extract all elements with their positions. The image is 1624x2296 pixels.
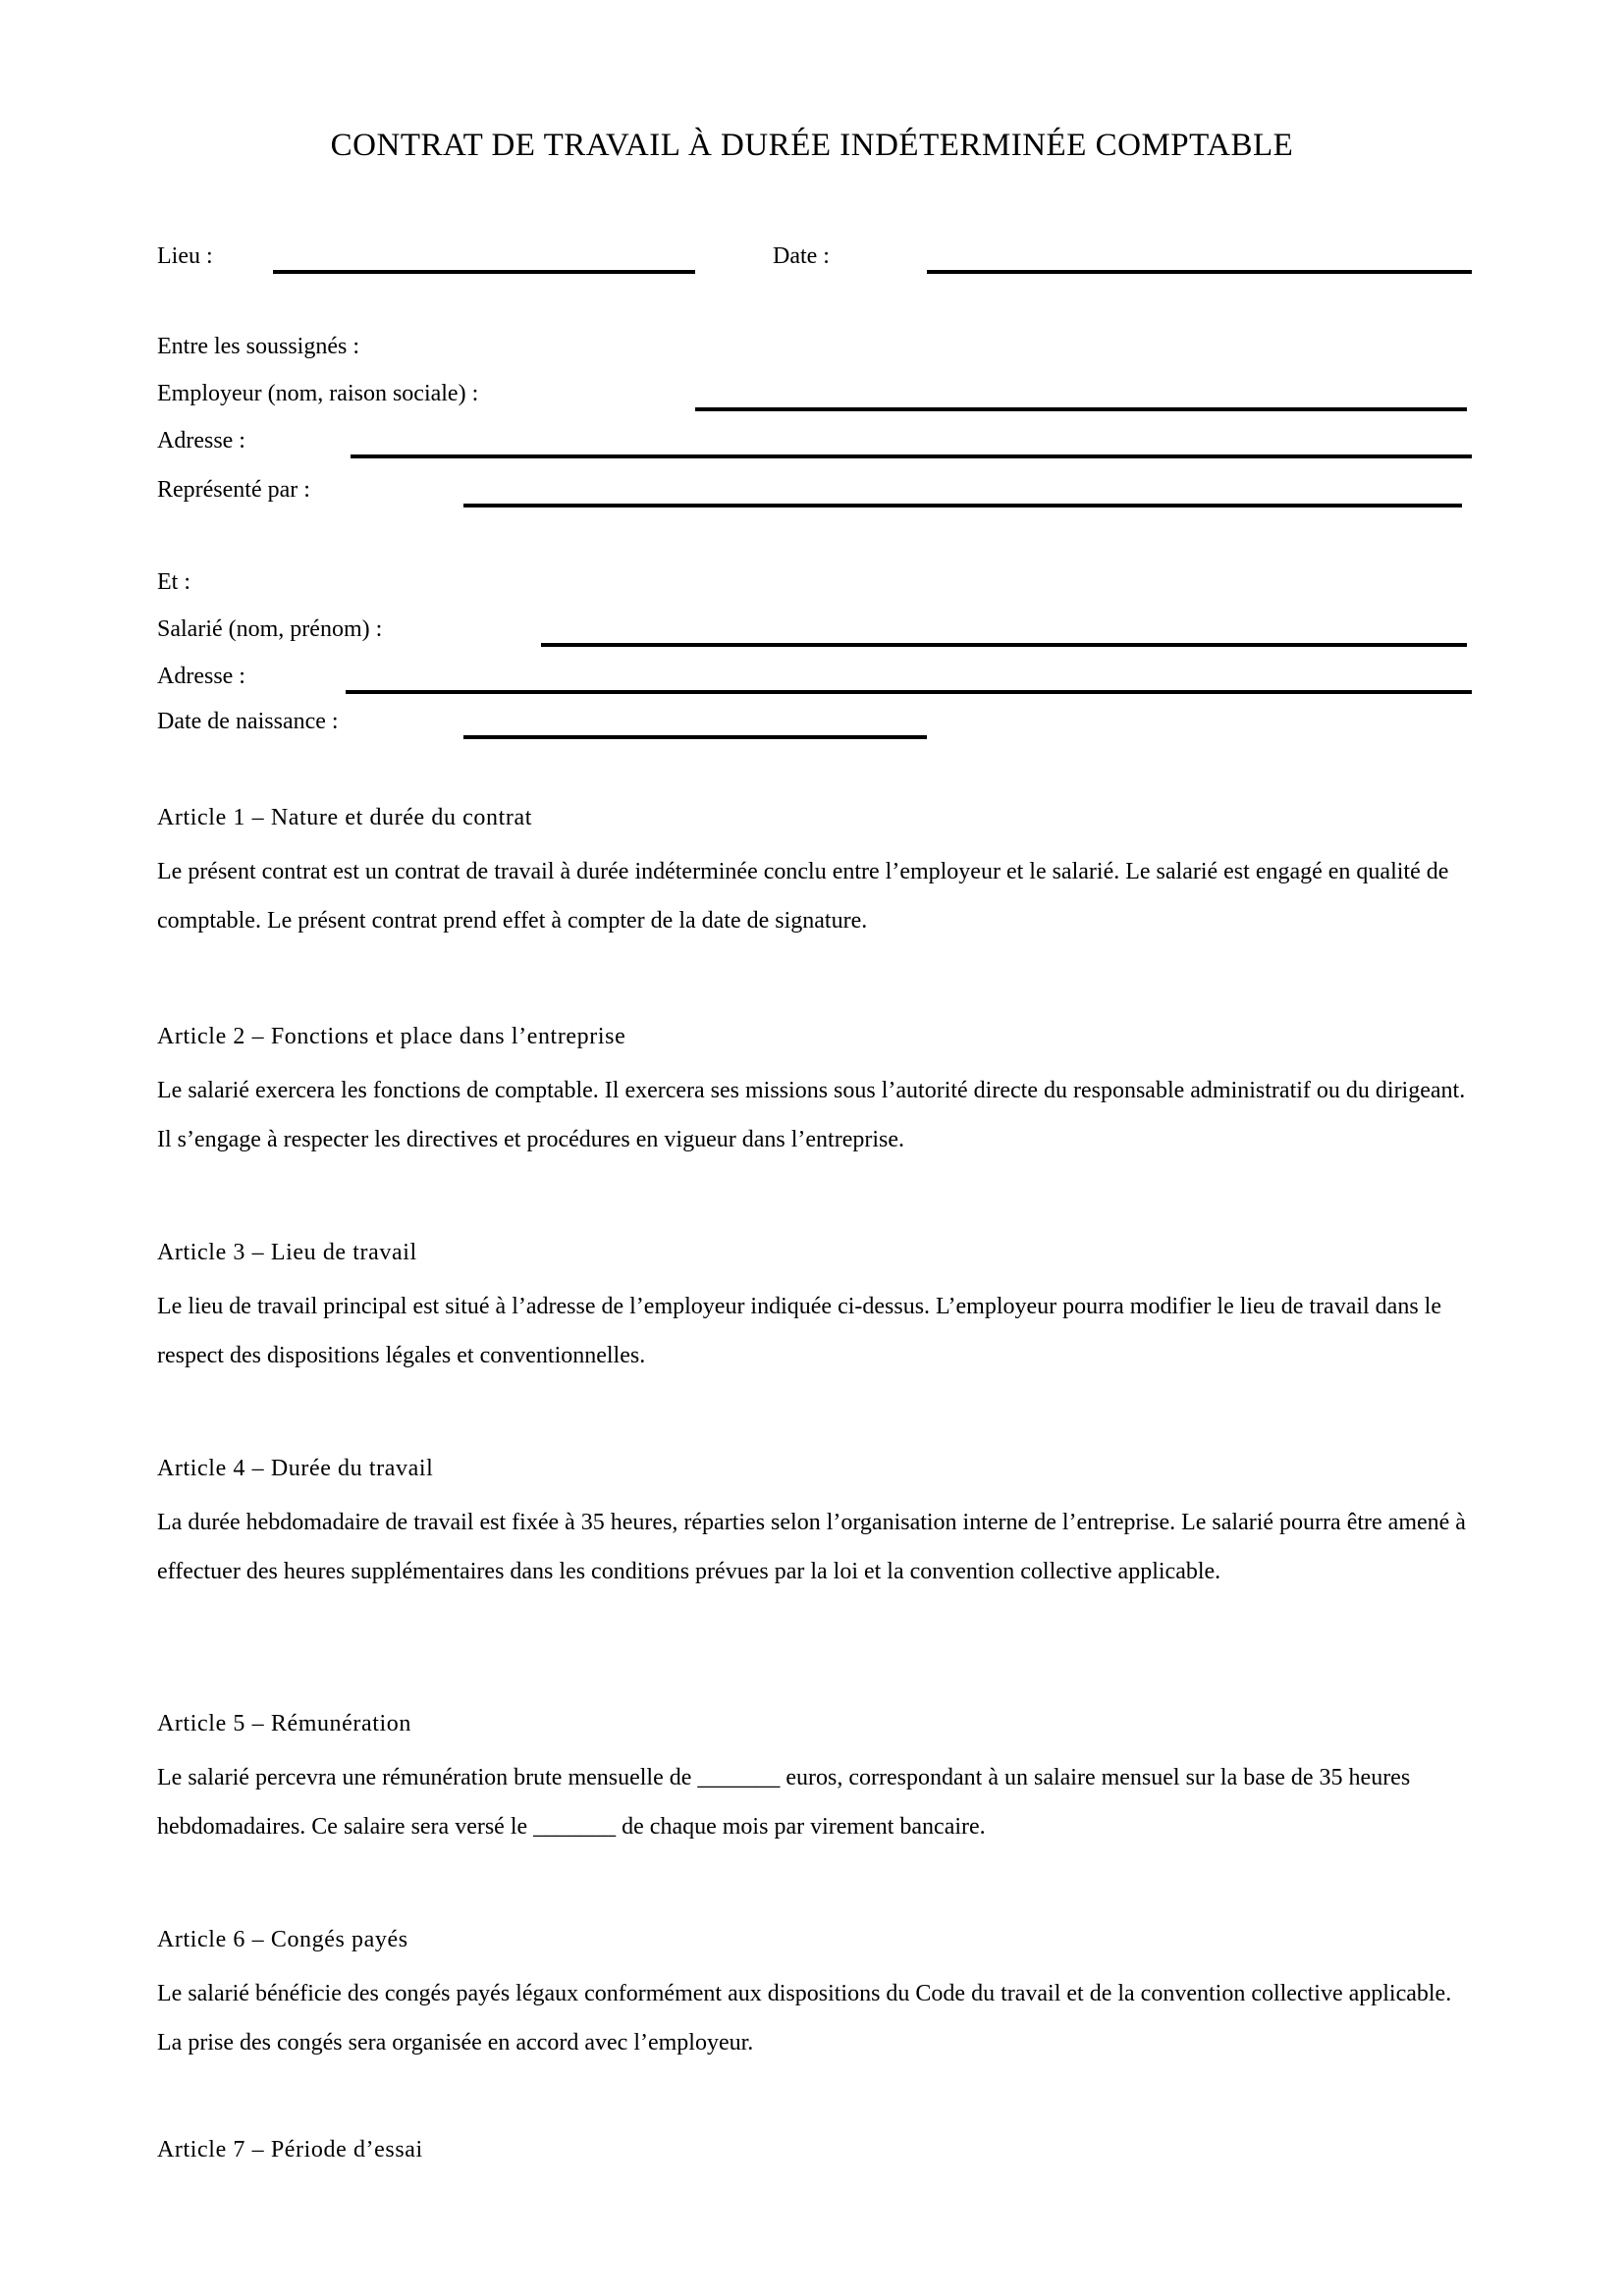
employer-representative-blank-field	[463, 477, 1462, 507]
employee-name-label: Salarié (nom, prénom) :	[157, 616, 383, 642]
lieu-date-row	[157, 243, 1470, 293]
article-5	[157, 1706, 1473, 1851]
lieu-blank-field	[273, 243, 695, 274]
article-1-heading: Article 1 – Nature et durée du contrat	[157, 805, 532, 830]
date-label: Date :	[773, 243, 830, 269]
article-1	[157, 800, 1473, 945]
lieu-label: Lieu :	[157, 243, 213, 269]
employee-birthdate-blank-field	[463, 709, 927, 739]
article-5-heading: Article 5 – Rémunération	[157, 1711, 411, 1736]
employee-birthdate-label: Date de naissance :	[157, 709, 339, 734]
parties-intro-row	[157, 334, 1470, 383]
document-title: CONTRAT DE TRAVAIL À DURÉE INDÉTERMINÉE COMPTABLE	[330, 128, 1294, 163]
employee-birthdate-row	[157, 709, 1470, 758]
employer-address-row	[157, 428, 1470, 477]
and-label: Et :	[157, 569, 190, 595]
article-6-body: Le salarié bénéficie des congés payés légaux conformément aux dispositions du Code du travail et de la convention collective applicable. La prise des congés sera organisée en accord avec l’employeur.	[157, 1981, 1452, 2056]
article-1-body: Le présent contrat est un contrat de travail à durée indéterminée conclu entre l’employeur et le salarié. Le salarié est engagé en qualité de comptable. Le présent contrat prend effet à compter de la date de signature.	[157, 859, 1449, 934]
employee-address-blank-field	[346, 664, 1472, 694]
article-2	[157, 1019, 1473, 1164]
employee-address-label: Adresse :	[157, 664, 245, 689]
article-2-body: Le salarié exercera les fonctions de comptable. Il exercera ses missions sous l’autorité directe du responsable administratif ou du dirigeant. Il s’engage à respecter les directives et procédures en vigueur dans l’entreprise.	[157, 1078, 1466, 1152]
article-7	[157, 2132, 1473, 2167]
employer-representative-row	[157, 477, 1470, 526]
and-row	[157, 569, 1470, 618]
article-5-body: Le salarié percevra une rémunération brute mensuelle de _______ euros, correspondant à un salaire mensuel sur la base de 35 heures hebdomadaires. Ce salaire sera versé le _______ de chaque mois par virement bancaire.	[157, 1765, 1411, 1840]
employer-representative-label: Représenté par :	[157, 477, 310, 503]
employer-name-blank-field	[695, 381, 1467, 411]
article-3-heading: Article 3 – Lieu de travail	[157, 1240, 417, 1265]
article-4	[157, 1451, 1473, 1596]
article-4-heading: Article 4 – Durée du travail	[157, 1456, 434, 1481]
employee-name-row	[157, 616, 1470, 666]
employee-address-row	[157, 664, 1470, 713]
employer-address-label: Adresse :	[157, 428, 245, 454]
article-4-body: La durée hebdomadaire de travail est fixée à 35 heures, réparties selon l’organisation interne de l’entreprise. Le salarié pourra être amené à effectuer des heures supplémentaires dans les conditions prévues par la loi et la convention collective applicable.	[157, 1510, 1466, 1584]
article-3	[157, 1235, 1473, 1380]
article-3-body: Le lieu de travail principal est situé à l’adresse de l’employeur indiquée ci-dessus. L’employeur pourra modifier le lieu de travail dans le respect des dispositions légales et conventionnelles.	[157, 1294, 1441, 1368]
article-6	[157, 1922, 1473, 2067]
employer-address-blank-field	[351, 428, 1472, 458]
article-7-heading: Article 7 – Période d’essai	[157, 2137, 423, 2163]
employer-name-row	[157, 381, 1470, 430]
article-2-heading: Article 2 – Fonctions et place dans l’entreprise	[157, 1024, 626, 1049]
article-6-heading: Article 6 – Congés payés	[157, 1927, 408, 1952]
parties-intro-label: Entre les soussignés :	[157, 334, 359, 359]
date-blank-field	[927, 243, 1472, 274]
employer-name-label: Employeur (nom, raison sociale) :	[157, 381, 479, 406]
employee-name-blank-field	[541, 616, 1467, 647]
